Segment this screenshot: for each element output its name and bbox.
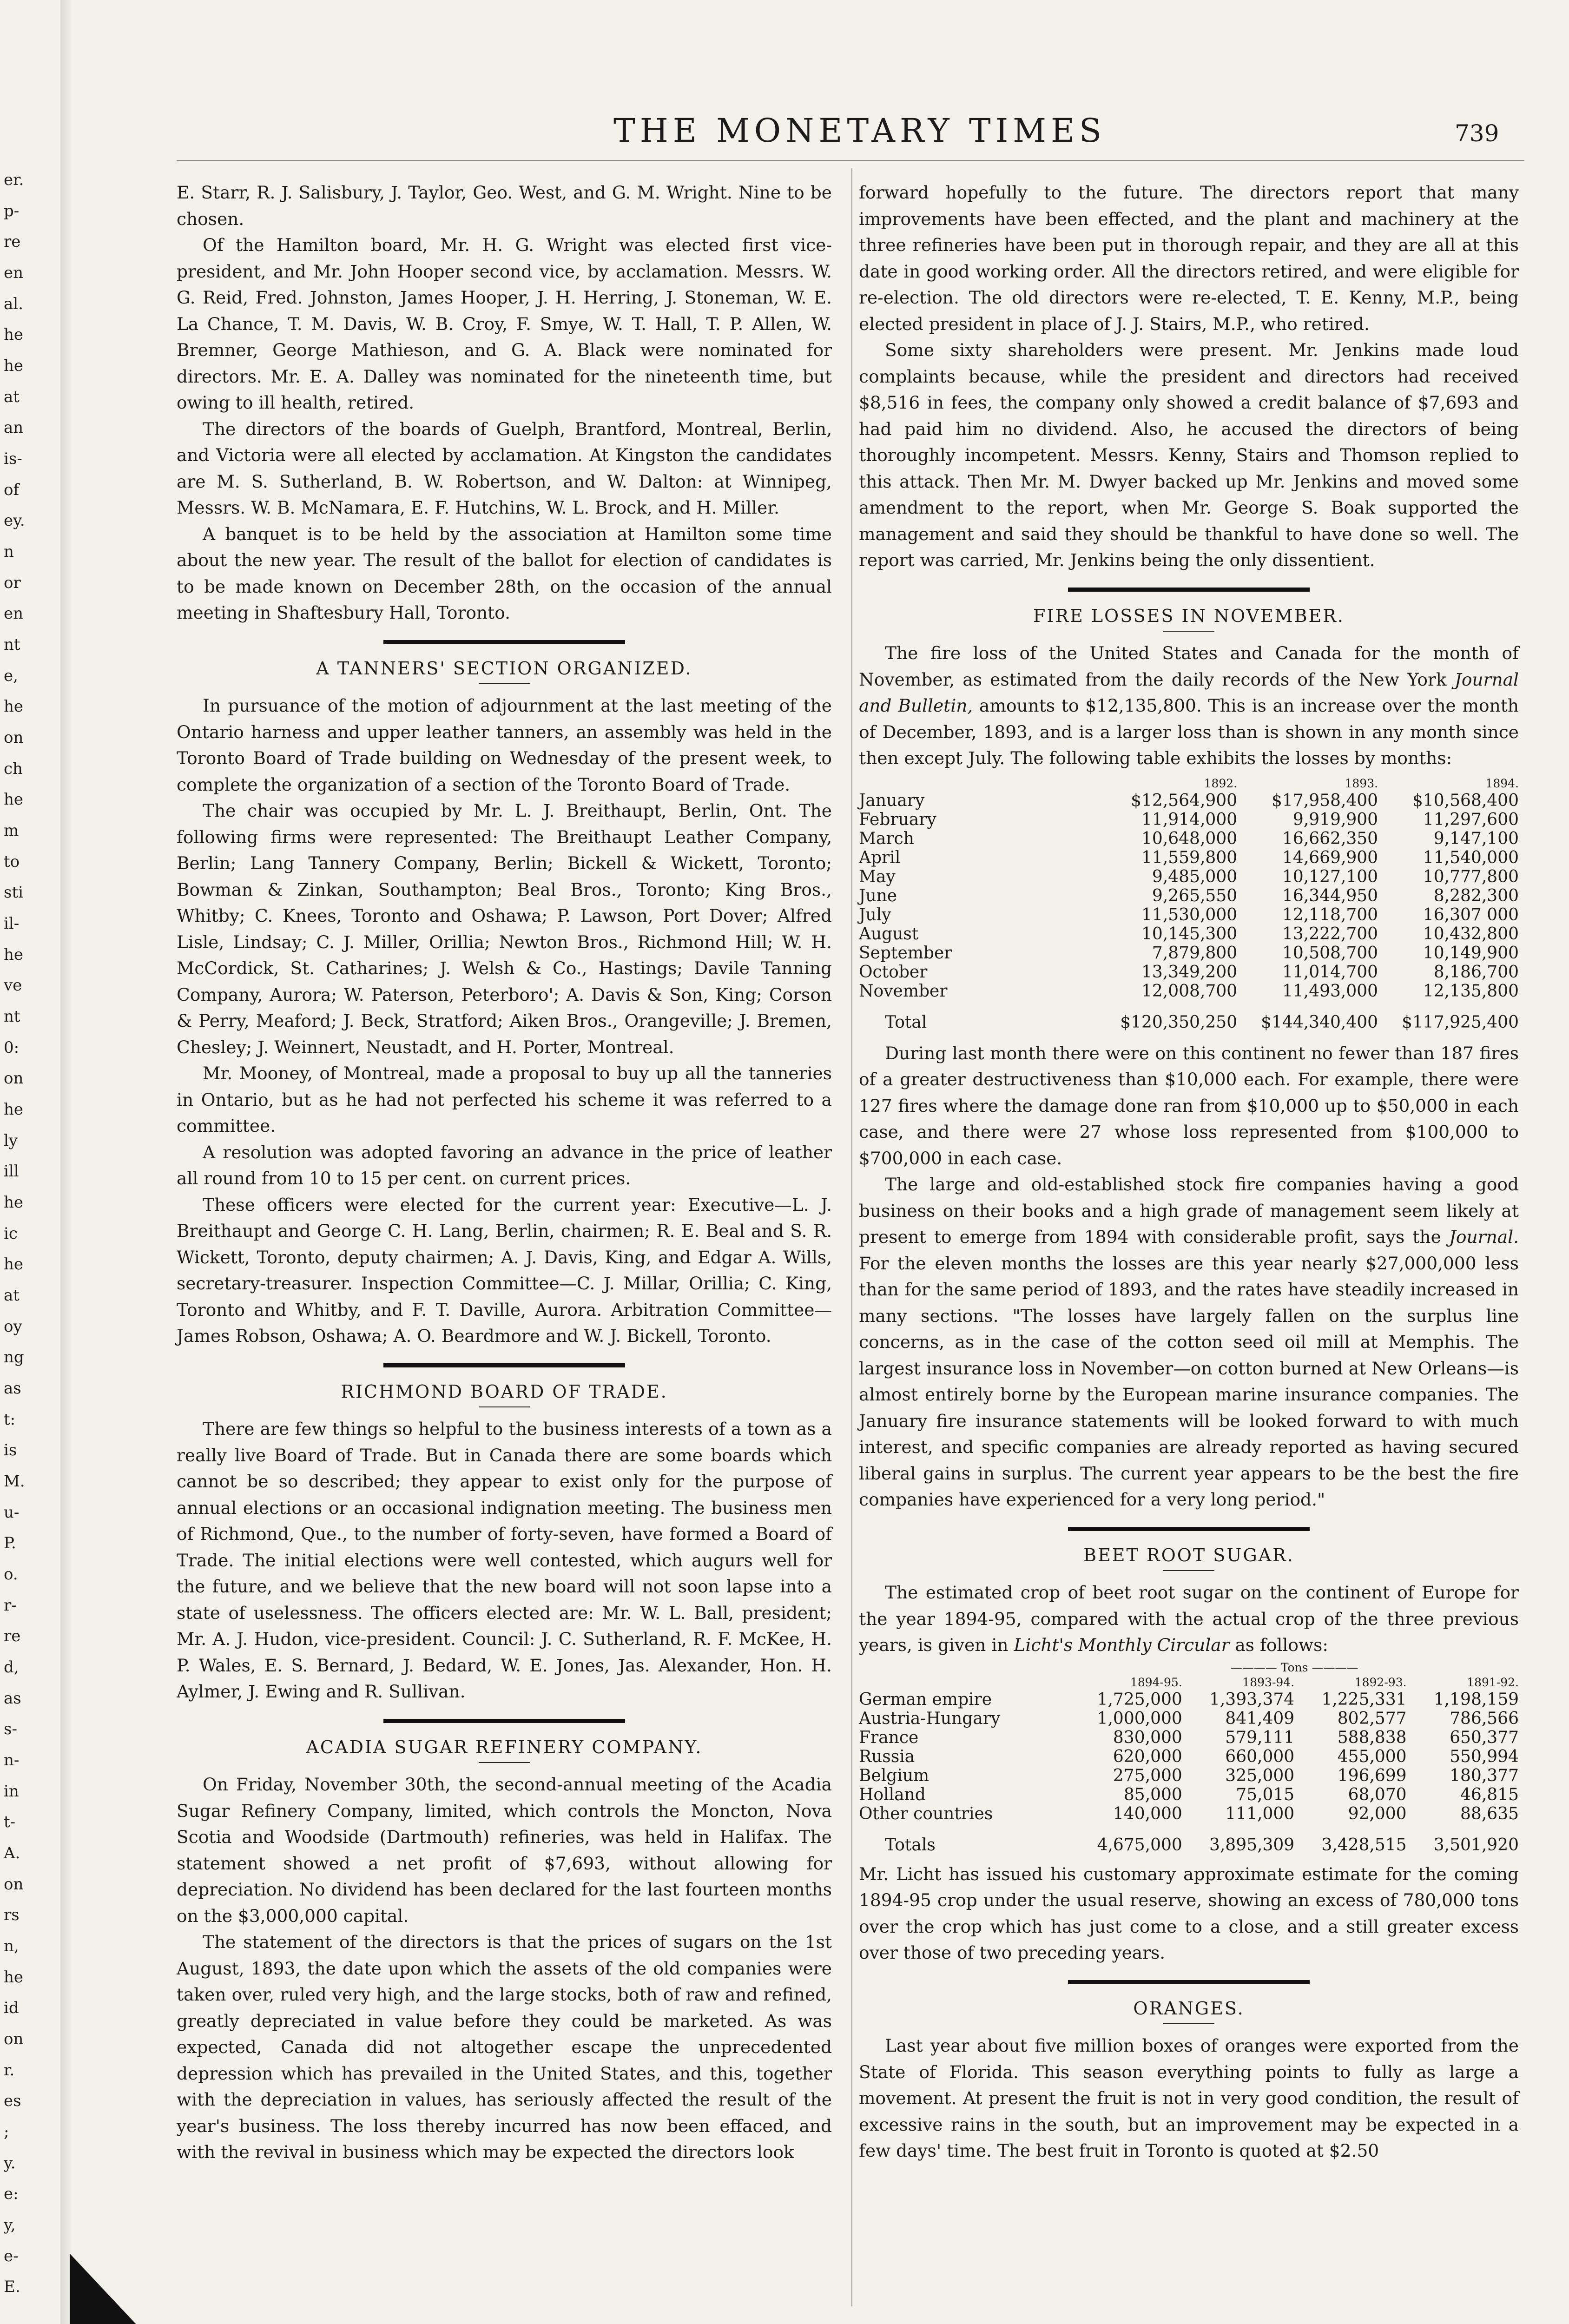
- edge-text-fragment: oy: [4, 1317, 22, 1336]
- table-cell: 455,000: [1337, 1747, 1407, 1766]
- table-cell: 1,393,374: [1209, 1690, 1295, 1709]
- edge-text-fragment: re: [4, 1627, 21, 1646]
- table-cell: 10,149,900: [1423, 943, 1519, 963]
- table-row: [859, 829, 1519, 848]
- column-header: 1894.: [1485, 776, 1519, 790]
- section-divider: [1068, 1527, 1310, 1531]
- page-corner-shadow: [70, 2222, 139, 2324]
- table-cell: 111,000: [1225, 1804, 1295, 1823]
- table-cell: 85,000: [1123, 1785, 1182, 1804]
- section-divider: [1068, 588, 1310, 592]
- row-label: September: [859, 943, 952, 963]
- paragraph: forward hopefully to the future. The directors report that many improvements have been effected, and the plant and machinery at the three refineries have been put in thorough repair, and they are all at this date in good working order. All the directors retired, and were eligible for re-election. The old directors were re-elected, T. E. Kenny, M.P., being elected president in place of J. J. Stairs, M.P., who retired.: [859, 182, 1519, 334]
- total-row: [859, 1001, 1519, 1032]
- edge-text-fragment: he: [4, 1100, 24, 1119]
- table-cell: 620,000: [1113, 1747, 1182, 1766]
- paragraph: The estimated crop of beet root sugar on the continent of Europe for the year 1894-95, compared with the actual crop of the three previous years, is given in Licht's Monthly Circular as follows:: [859, 1582, 1519, 1655]
- edge-text-fragment: he: [4, 1193, 24, 1212]
- edge-text-fragment: d,: [4, 1658, 19, 1677]
- table-cell: 9,919,900: [1292, 810, 1378, 829]
- edge-text-fragment: er.: [4, 171, 24, 189]
- edge-text-fragment: ch: [4, 759, 23, 778]
- edge-text-fragment: he: [4, 1255, 24, 1274]
- edge-text-fragment: in: [4, 1782, 19, 1801]
- table-cell: 11,914,000: [1141, 810, 1238, 829]
- paragraph: E. Starr, R. J. Salisbury, J. Taylor, Geo. West, and G. M. Wright. Nine to be chosen.: [177, 182, 832, 229]
- table-cell: 180,377: [1450, 1766, 1519, 1785]
- paragraph: Last year about five million boxes of oranges were exported from the State of Florida. This season everything points to fully as large a movement. At present the fruit is not in very good condition, the result of excessive rains in the south, but an improvement may be expected in a few days' time. The best fruit in Toronto is quoted at $2.50: [859, 2035, 1519, 2161]
- table-row: [859, 867, 1519, 886]
- table-cell: 3,428,515: [1321, 1835, 1407, 1855]
- edge-text-fragment: ill: [4, 1162, 19, 1181]
- table-row: [859, 810, 1519, 829]
- row-label: Total: [885, 1012, 927, 1032]
- edge-text-fragment: or: [4, 573, 21, 592]
- table-row: [859, 848, 1519, 867]
- heading-underline: [479, 683, 530, 684]
- table-cell: 8,282,300: [1433, 886, 1519, 905]
- edge-text-fragment: of: [4, 480, 20, 499]
- edge-text-fragment: es: [4, 2092, 21, 2111]
- edge-text-fragment: r.: [4, 2060, 15, 2080]
- edge-text-fragment: to: [4, 852, 20, 871]
- table-cell: 11,530,000: [1141, 905, 1238, 924]
- facing-page-edge: [0, 0, 70, 2324]
- edge-text-fragment: is: [4, 1441, 17, 1460]
- table-cell: 9,147,100: [1433, 829, 1519, 848]
- edge-text-fragment: ;: [4, 2123, 9, 2141]
- edge-text-fragment: he: [4, 697, 24, 716]
- edge-text-fragment: he: [4, 790, 24, 809]
- table-cell: 11,559,800: [1141, 848, 1238, 867]
- row-label: May: [859, 867, 896, 886]
- table-cell: 16,344,950: [1282, 886, 1378, 905]
- table-cell: 12,118,700: [1282, 905, 1378, 924]
- table-row: [859, 886, 1519, 905]
- paragraph: The chair was occupied by Mr. L. J. Breithaupt, Berlin, Ont. The following firms were represented: The Breithaupt Leather Company, Berlin; Lang Tannery Company, Berlin; Bickell & Wickett, Toronto; Bowman & Zinkan, Southampton; Beal Bros., Toronto; King Bros., Whitby; C. Knees, Toronto and Oshawa; P. Lawson, Port Dover; Alfred Lisle, Lindsay; C. J. Miller, Orillia; Newton Bros., Richmond Hill; W. H. McCordick, St. Catharines; J. Welsh & Co., Hastings; Davile Tanning Company, Aurora; W. Paterson, Peterboro'; A. Davis & Son, King; Corson & Perry, Meaford; J. Beck, Stratford; Aiken Bros., Orangeville; J. Bremen, Chesley; J. Weinnert, Neustadt, and H. Porter, Montreal.: [177, 800, 832, 1057]
- table-cell: 1,225,331: [1321, 1690, 1407, 1709]
- section-divider: [383, 640, 625, 644]
- edge-text-fragment: m: [4, 821, 19, 840]
- column-header: 1893-94.: [1242, 1675, 1295, 1689]
- edge-text-fragment: an: [4, 418, 24, 437]
- edge-text-fragment: il-: [4, 914, 20, 933]
- paragraph: During last month there were on this continent no fewer than 187 fires of a greater destructiveness than $10,000 each. For example, there were 127 fires where the damage done ran from $10,000 up to $50,000 in each case, and there were 27 whose loss represented from $100,000 to $700,000 in each case.: [859, 1043, 1519, 1169]
- column-header: 1893.: [1345, 776, 1378, 790]
- edge-text-fragment: e-: [4, 2246, 19, 2265]
- table-cell: 1,198,159: [1433, 1690, 1519, 1709]
- row-label: Totals: [885, 1835, 936, 1855]
- row-label: Austria-Hungary: [859, 1709, 1001, 1728]
- section-heading: RICHMOND BOARD OF TRADE.: [341, 1381, 668, 1402]
- edge-text-fragment: n: [4, 542, 14, 561]
- row-label: August: [859, 924, 919, 944]
- edge-text-fragment: n,: [4, 1937, 19, 1955]
- table-row: [859, 1804, 1519, 1823]
- edge-text-fragment: ng: [4, 1348, 24, 1367]
- row-label: March: [859, 829, 914, 848]
- edge-text-fragment: nt: [4, 635, 20, 654]
- heading-underline: [1163, 2023, 1214, 2024]
- row-label: Belgium: [859, 1766, 930, 1785]
- table-cell: 275,000: [1113, 1766, 1182, 1785]
- edge-text-fragment: e:: [4, 2185, 19, 2204]
- table-row: [859, 944, 1519, 963]
- edge-text-fragment: sti: [4, 883, 23, 902]
- beet-sugar-table: [859, 1660, 1519, 1855]
- table-cell: 1,000,000: [1097, 1709, 1182, 1728]
- paragraph: A banquet is to be held by the association at Hamilton some time about the new year. The result of the ballot for election of candidates is to be made known on December 28th, on the occasion of the annual meeting in Shaftesbury Hall, Toronto.: [177, 523, 832, 623]
- edge-text-fragment: on: [4, 2030, 24, 2048]
- edge-text-fragment: rs: [4, 1906, 20, 1925]
- edge-text-fragment: o.: [4, 1565, 18, 1584]
- table-cell: 46,815: [1460, 1785, 1519, 1804]
- paragraph: Mr. Mooney, of Montreal, made a proposal to buy up all the tanneries in Ontario, but as he had not perfected his scheme it was referred to a committee.: [177, 1063, 832, 1136]
- edge-text-fragment: he: [4, 945, 24, 964]
- row-label: Holland: [859, 1785, 926, 1804]
- table-cell: 88,635: [1460, 1804, 1519, 1823]
- table-cell: 9,265,550: [1152, 886, 1238, 905]
- edge-text-fragment: s-: [4, 1720, 17, 1739]
- table-cell: 12,008,700: [1141, 981, 1238, 1001]
- table-cell: 660,000: [1225, 1747, 1295, 1766]
- table-cell: 550,994: [1450, 1747, 1519, 1766]
- edge-text-fragment: en: [4, 604, 24, 623]
- table-cell: 9,485,000: [1152, 867, 1238, 886]
- table-cell: 68,070: [1348, 1785, 1407, 1804]
- edge-text-fragment: is-: [4, 449, 22, 468]
- table-cell: 13,349,200: [1141, 962, 1238, 982]
- page-number: 739: [1455, 120, 1499, 147]
- fire-losses-table: [859, 776, 1519, 1032]
- table-row: [859, 963, 1519, 982]
- row-label: February: [859, 810, 936, 829]
- section-heading: BEET ROOT SUGAR.: [1083, 1545, 1294, 1565]
- row-label: France: [859, 1728, 919, 1747]
- table-cell: 12,135,800: [1423, 981, 1519, 1001]
- section-divider: [1068, 1980, 1310, 1984]
- table-cell: 4,675,000: [1097, 1835, 1182, 1855]
- table-cell: $117,925,400: [1402, 1012, 1519, 1032]
- edge-text-fragment: en: [4, 264, 24, 282]
- page-fold-shadow: [60, 0, 73, 2324]
- table-cell: 7,879,800: [1152, 943, 1238, 963]
- table-cell: 588,838: [1337, 1728, 1407, 1747]
- paragraph: There are few things so helpful to the business interests of a town as a really live Board of Trade. But in Canada there are some boards which cannot be so described; they appear to exist only for the purpose of annual elections or an occasional indignation meeting. The business men of Richmond, Que., to the number of forty-seven, have formed a Board of Trade. The initial elections were well contested, which augurs well for the future, and we believe that the new board will not soon lapse into a state of uselessness. The officers elected are: Mr. W. L. Ball, president; Mr. A. J. Hudon, vice-president. Council: J. C. Sutherland, R. F. McKee, H. P. Wales, E. S. Bernard, J. Bedard, W. E. Jones, Jas. Alexander, Hon. H. Aylmer, J. Ewing and R. Sullivan.: [177, 1419, 832, 1702]
- table-cell: 16,662,350: [1282, 829, 1378, 848]
- paragraph: A resolution was adopted favoring an advance in the price of leather all round from 10 to 15 per cent. on current prices.: [177, 1142, 832, 1188]
- paragraph: The directors of the boards of Guelph, Brantford, Montreal, Berlin, and Victoria were all elected by acclamation. At Kingston the candidates are M. S. Sutherland, B. W. Robertson, and W. Dalton: at Winnipeg, Messrs. W. B. McNamara, E. F. Hutchins, W. L. Brock, and H. Miller.: [177, 418, 832, 518]
- edge-text-fragment: 0:: [4, 1038, 20, 1057]
- edge-text-fragment: t-: [4, 1813, 16, 1832]
- edge-text-fragment: on: [4, 1069, 24, 1088]
- table-cell: 650,377: [1450, 1728, 1519, 1747]
- table-cell: 579,111: [1225, 1728, 1295, 1747]
- table-cell: 841,409: [1225, 1709, 1295, 1728]
- column-header: 1894-95.: [1130, 1675, 1182, 1689]
- edge-text-fragment: M.: [4, 1472, 25, 1491]
- unit-label: ———— Tons ————: [1230, 1660, 1358, 1674]
- table-cell: 10,508,700: [1282, 943, 1378, 963]
- edge-text-fragment: at: [4, 387, 20, 406]
- table-cell: 8,186,700: [1433, 962, 1519, 982]
- paragraph: Of the Hamilton board, Mr. H. G. Wright was elected first vice-president, and Mr. John Hooper second vice, by acclamation. Messrs. W. G. Reid, Fred. Johnston, James Hooper, J. H. Herring, J. Stoneman, W. E. La Chance, T. M. Davis, W. B. Croy, F. Smye, W. T. Hall, T. P. Allen, W. Bremner, George Mathieson, and G. A. Black were nominated for directors. Mr. E. A. Dalley was nominated for the nineteenth time, but owing to ill health, retired.: [177, 235, 832, 413]
- section-divider: [383, 1719, 625, 1723]
- row-label: November: [859, 981, 948, 1001]
- table-cell: $17,958,400: [1272, 791, 1378, 810]
- edge-text-fragment: A.: [4, 1844, 20, 1862]
- table-cell: 10,777,800: [1423, 867, 1519, 886]
- section-heading: FIRE LOSSES IN NOVEMBER.: [1033, 605, 1345, 626]
- paragraph: The large and old-established stock fire companies having a good business on their books and a high grade of management seem likely at present to emerge from 1894 with considerable profit, says the Journal. For the eleven months the losses are this year nearly $27,000,000 less than for the same period of 1893, and the rates have steadily increased in many sections. "The losses have largely fallen on the surplus line concerns, as in the case of the cotton seed oil mill at Memphis. The largest insurance loss in November—on cotton burned at New Orleans—is almost entirely borne by the European marine insurance companies. The January fire insurance statements will be looked forward to with much interest, and specific companies are already reported as having secured liberal gains in surplus. The current year appears to be the best the fire companies have experienced for a very long period.": [859, 1174, 1519, 1510]
- table-cell: 10,145,300: [1141, 924, 1238, 944]
- header-rule: [177, 160, 1524, 161]
- table-row: [859, 1728, 1519, 1747]
- table-cell: 786,566: [1450, 1709, 1519, 1728]
- edge-text-fragment: on: [4, 728, 24, 747]
- table-row: [859, 982, 1519, 1001]
- table-cell: 802,577: [1337, 1709, 1407, 1728]
- edge-text-fragment: ic: [4, 1224, 18, 1243]
- edge-text-fragment: ve: [4, 976, 22, 995]
- edge-text-fragment: P.: [4, 1534, 16, 1553]
- table-cell: 830,000: [1113, 1728, 1182, 1747]
- column-header: 1892.: [1204, 776, 1238, 790]
- edge-text-fragment: e,: [4, 666, 18, 685]
- edge-text-fragment: E.: [4, 2278, 20, 2297]
- table-cell: $12,564,900: [1131, 791, 1238, 810]
- table-cell: 3,895,309: [1209, 1835, 1295, 1855]
- heading-underline: [479, 1762, 530, 1763]
- heading-underline: [1163, 1570, 1214, 1571]
- table-cell: 325,000: [1225, 1766, 1295, 1785]
- table-cell: $10,568,400: [1412, 791, 1519, 810]
- table-row: [859, 1747, 1519, 1766]
- row-label: June: [859, 886, 897, 905]
- table-cell: 13,222,700: [1282, 924, 1378, 944]
- edge-text-fragment: as: [4, 1689, 21, 1708]
- edge-text-fragment: he: [4, 325, 24, 344]
- table-row: [859, 905, 1519, 924]
- edge-text-fragment: as: [4, 1379, 21, 1398]
- heading-underline: [1163, 631, 1214, 632]
- paragraph: Some sixty shareholders were present. Mr. Jenkins made loud complaints because, while the president and directors had received $8,516 in fees, the company only showed a credit balance of $7,693 and had paid him no dividend. Also, he accused the directors of being thoroughly incompetent. Messrs. Kenny, Stairs and Thomson replied to this attack. Then Mr. M. Dwyer backed up Mr. Jenkins and moved some amendment to the report, when Mr. George S. Boak supported the management and said they should be thankful to have done so well. The report was carried, Mr. Jenkins being the only dissentient.: [859, 340, 1519, 570]
- table-cell: 196,699: [1337, 1766, 1407, 1785]
- table-row: [859, 1766, 1519, 1785]
- table-cell: $120,350,250: [1120, 1012, 1238, 1032]
- table-cell: $144,340,400: [1261, 1012, 1378, 1032]
- edge-text-fragment: n-: [4, 1751, 20, 1769]
- edge-text-fragment: u-: [4, 1503, 20, 1522]
- edge-text-fragment: ey.: [4, 511, 25, 530]
- edge-text-fragment: al.: [4, 294, 23, 313]
- table-cell: 11,540,000: [1423, 848, 1519, 867]
- table-cell: 10,127,100: [1282, 867, 1378, 886]
- table-cell: 16,307 000: [1423, 905, 1519, 924]
- table-cell: 75,015: [1236, 1785, 1295, 1804]
- row-label: German empire: [859, 1690, 992, 1709]
- row-label: October: [859, 962, 928, 982]
- edge-text-fragment: re: [4, 232, 21, 251]
- column-header: 1892-93.: [1354, 1675, 1407, 1689]
- section-heading: ACADIA SUGAR REFINERY COMPANY.: [306, 1736, 703, 1757]
- table-cell: 14,669,900: [1282, 848, 1378, 867]
- table-cell: 3,501,920: [1433, 1835, 1519, 1855]
- section-heading: ORANGES.: [1133, 1998, 1245, 2019]
- table-row: [859, 924, 1519, 944]
- row-label: July: [859, 905, 891, 924]
- page-title: THE MONETARY TIMES: [613, 112, 1106, 150]
- table-row: [859, 1690, 1519, 1709]
- edge-text-fragment: t:: [4, 1410, 16, 1429]
- table-row: [859, 791, 1519, 810]
- paragraph: The fire loss of the United States and Canada for the month of November, as estimated from the daily records of the New York Journal and Bulletin, amounts to $12,135,800. This is an increase over the month of December, 1893, and is a larger loss than is shown in any month since then except July. The following table exhibits the losses by months:: [859, 643, 1519, 768]
- edge-text-fragment: ly: [4, 1131, 18, 1150]
- paragraph: In pursuance of the motion of adjournment at the last meeting of the Ontario harness and upper leather tanners, an assembly was held in the Toronto Board of Trade building on Wednesday of the present week, to complete the organization of a section of the Toronto Board of Trade.: [177, 695, 832, 795]
- right-column: [859, 179, 1519, 2164]
- table-cell: 11,014,700: [1282, 962, 1378, 982]
- paragraph: On Friday, November 30th, the second-annual meeting of the Acadia Sugar Refinery Company, limited, which controls the Moncton, Nova Scotia and Woodside (Dartmouth) refineries, was held in Halifax. The statement showed a net profit of $7,693, without allowing for depreciation. No dividend has been declared for the last fourteen months on the $3,000,000 capital.: [177, 1774, 832, 1926]
- row-label: January: [859, 791, 925, 810]
- edge-text-fragment: y.: [4, 2153, 16, 2172]
- section-heading: A TANNERS' SECTION ORGANIZED.: [316, 658, 692, 679]
- table-cell: 140,000: [1113, 1804, 1182, 1823]
- paragraph: The statement of the directors is that the prices of sugars on the 1st August, 1893, the date upon which the assets of the old companies were taken over, ruled very high, and the large stocks, both of raw and refined, greatly depreciated in value before they could be marketed. As was expected, Canada did not altogether escape the unprecedented depression which has prevailed in the United States, and this, together with the depreciation in values, has seriously affected the result of the year's business. The loss thereby incurred has now been effaced, and with the revival in business which may be expected the directors look: [177, 1932, 832, 2162]
- table-row: [859, 1709, 1519, 1728]
- table-cell: 11,493,000: [1282, 981, 1378, 1001]
- edge-text-fragment: on: [4, 1875, 24, 1894]
- column-divider: [851, 168, 852, 2306]
- section-divider: [383, 1363, 625, 1367]
- table-cell: 1,725,000: [1097, 1690, 1182, 1709]
- left-column: [177, 179, 832, 2166]
- paragraph: Mr. Licht has issued his customary approximate estimate for the coming 1894-95 crop under the usual reserve, showing an excess of 780,000 tons over the crop which has just come to a close, and a still greater excess over those of two preceding years.: [859, 1863, 1519, 1963]
- edge-text-fragment: id: [4, 1999, 19, 2018]
- table-cell: 10,648,000: [1141, 829, 1238, 848]
- edge-text-fragment: he: [4, 357, 24, 375]
- edge-text-fragment: r-: [4, 1596, 17, 1615]
- table-cell: 10,432,800: [1423, 924, 1519, 944]
- row-label: Other countries: [859, 1804, 993, 1823]
- edge-text-fragment: y,: [4, 2216, 16, 2234]
- row-label: April: [859, 848, 901, 867]
- edge-text-fragment: p-: [4, 201, 20, 220]
- total-row: [859, 1823, 1519, 1855]
- heading-underline: [479, 1406, 530, 1407]
- column-header: 1891-92.: [1467, 1675, 1519, 1689]
- edge-text-fragment: he: [4, 1967, 24, 1987]
- table-cell: 11,297,600: [1423, 810, 1519, 829]
- row-label: Russia: [859, 1747, 915, 1766]
- edge-text-fragment: at: [4, 1286, 20, 1305]
- table-cell: 92,000: [1348, 1804, 1407, 1823]
- edge-text-fragment: nt: [4, 1007, 20, 1026]
- table-row: [859, 1785, 1519, 1804]
- paragraph: These officers were elected for the current year: Executive—L. J. Breithaupt and George C. H. Lang, Berlin, chairmen; R. E. Beal and S. R. Wickett, Toronto, deputy chairmen; A. J. Davis, King, and Edgar A. Wills, secretary-treasurer. Inspection Committee—C. J. Millar, Orillia; C. King, Toronto and Whitby, and F. T. Daville, Aurora. Arbitration Committee—James Robson, Oshawa; A. O. Beardmore and W. J. Bickell, Toronto.: [177, 1194, 832, 1346]
